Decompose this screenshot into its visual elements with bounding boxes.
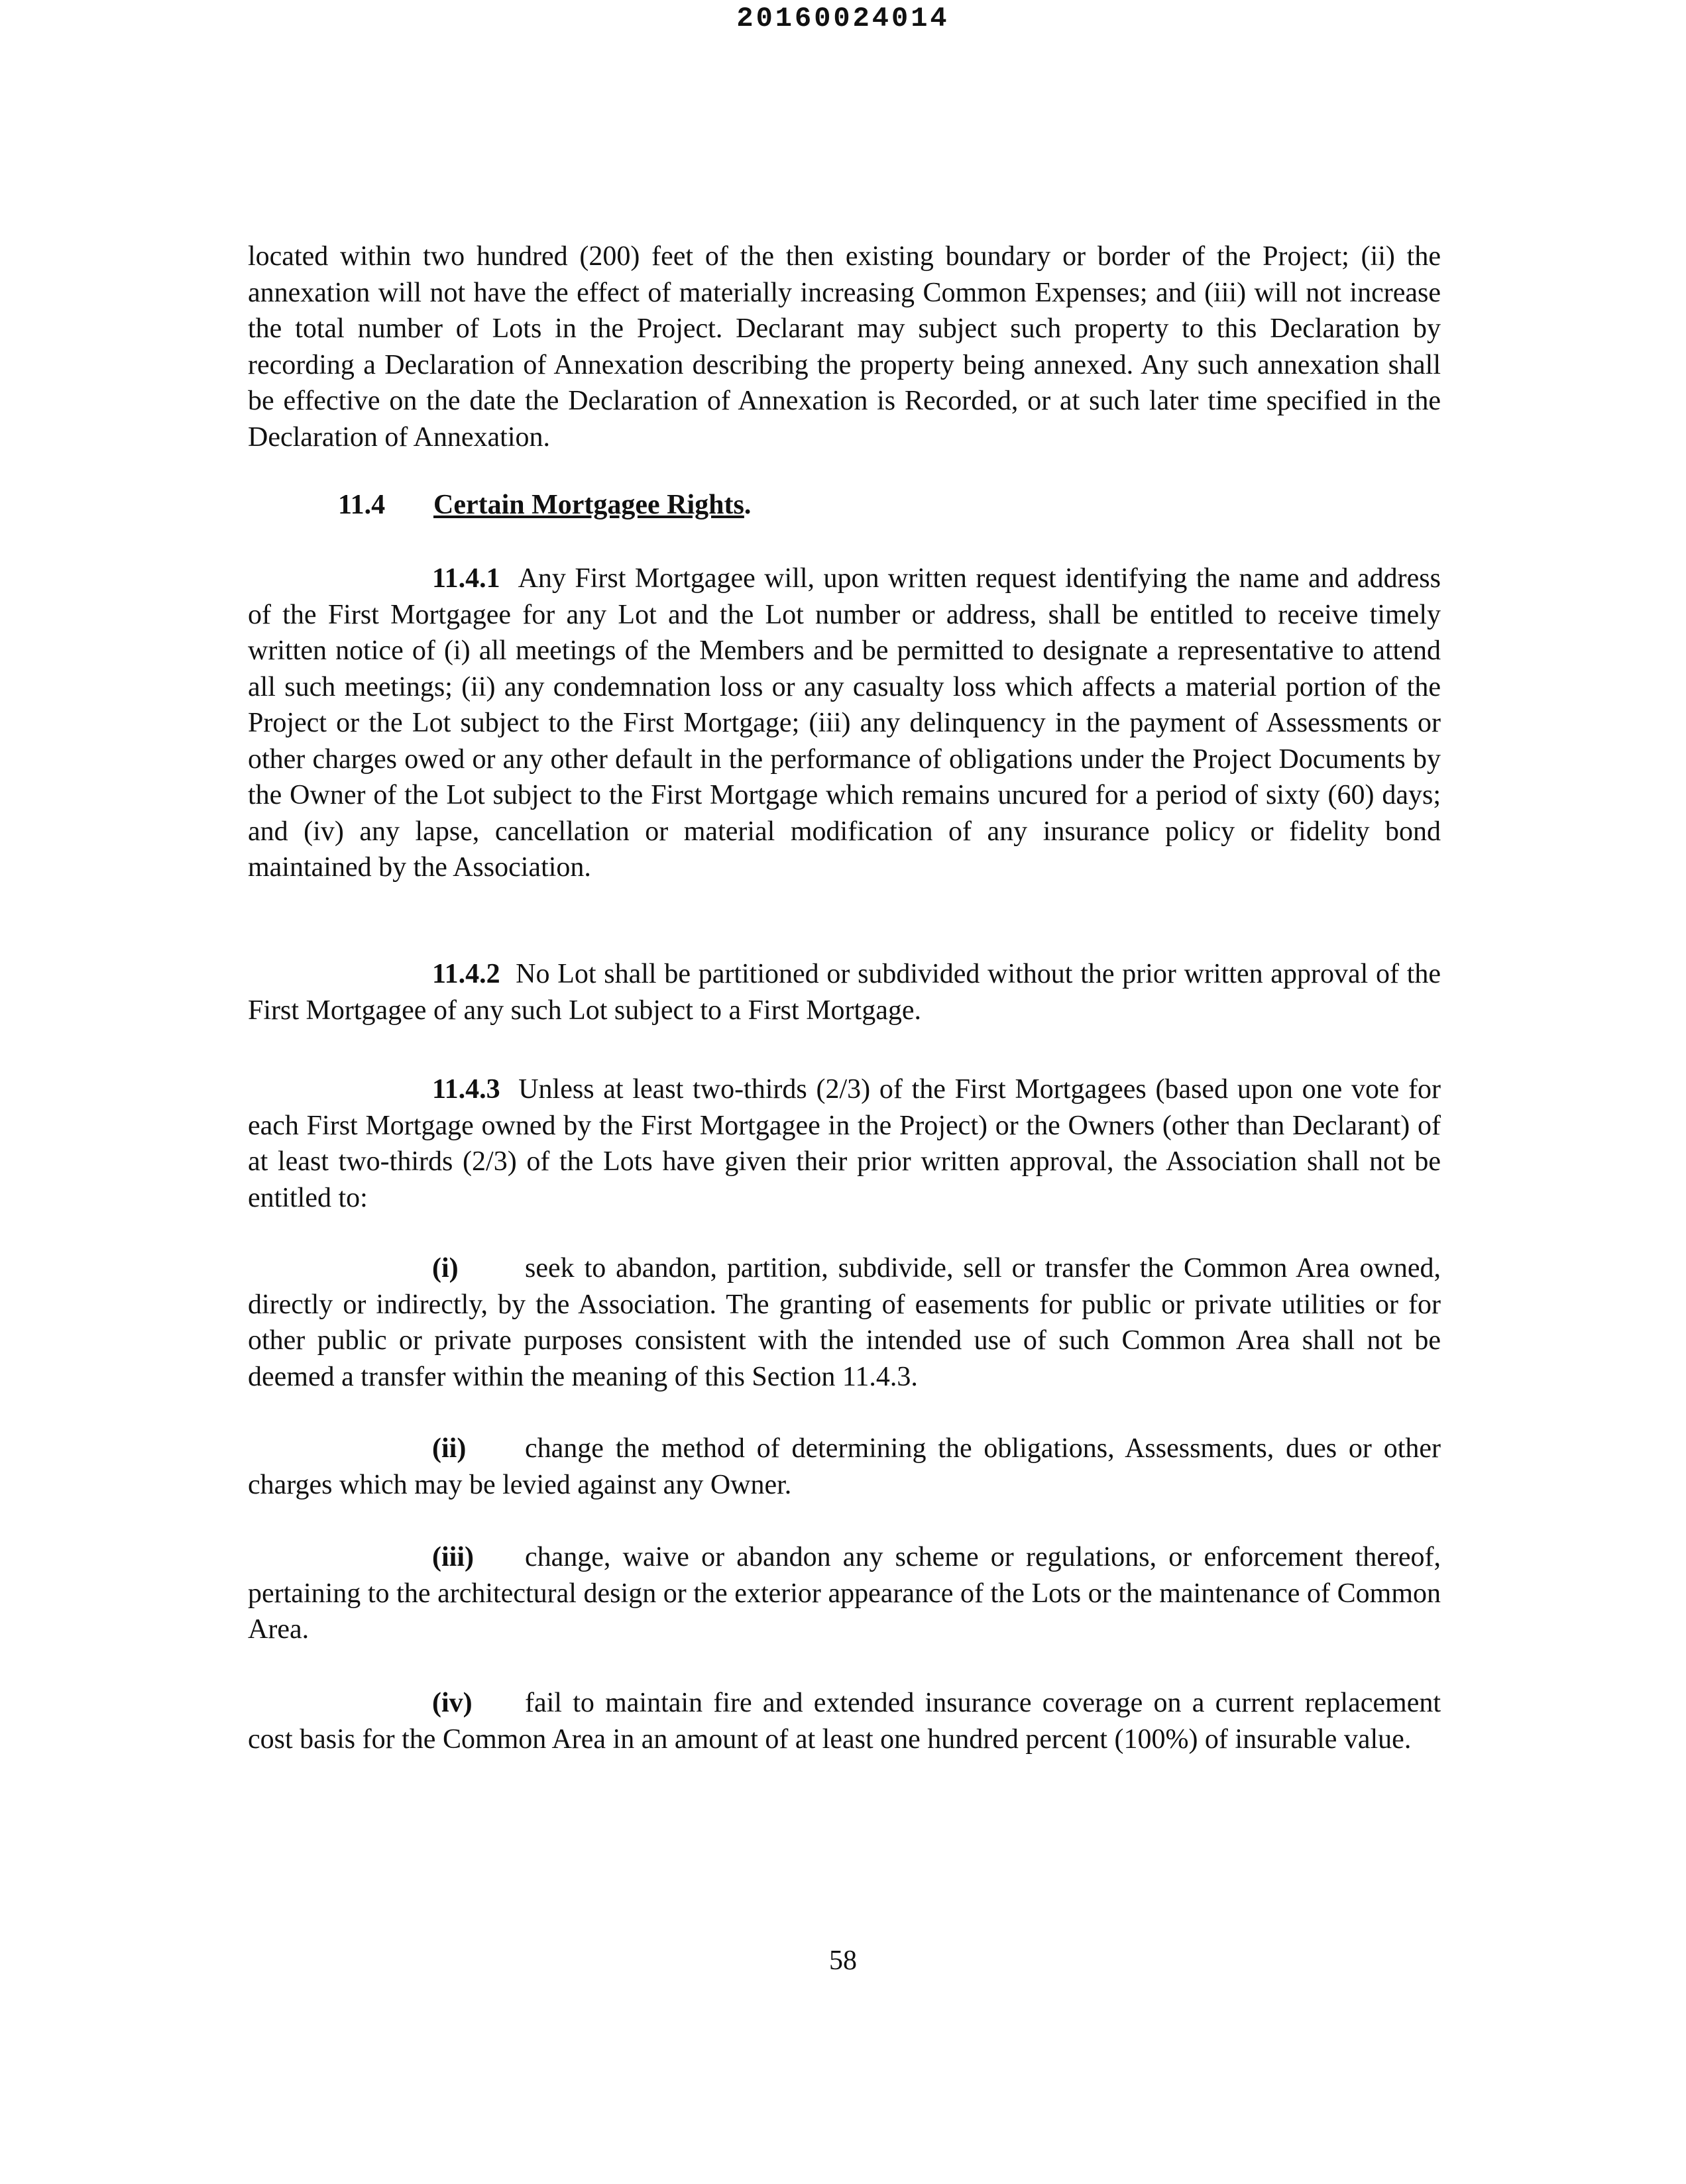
subsection-11-4-3 <box>248 1071 1441 1216</box>
list-item-iv <box>248 1685 1441 1757</box>
list-item-label: (iv) <box>432 1688 473 1718</box>
subsection-number: 11.4.3 <box>432 1074 500 1105</box>
list-item <box>248 1539 1441 1648</box>
section-title-suffix: . <box>744 490 752 520</box>
list-item-i <box>248 1250 1441 1395</box>
list-item <box>248 1431 1441 1503</box>
intro-paragraph: located within two hundred (200) feet of the then existing boundary or border of the Project; (ii) the annexation will not have the effect of materially increasing Common Expenses; and (iii) will not increase the total number of Lots in the Project. Declarant may subject such property to this Declaration by recording a Declaration of Annexation describing the property being annexed. Any such annexation shall be effective on the date the Declaration of Annexation is Recorded, or at such later time specified in the Declaration of Annexation. <box>248 241 1441 453</box>
subsection-text: Any First Mortgagee will, upon written request identifying the name and address of the First Mortgagee for any Lot and the Lot number or address, shall be entitled to receive timely written notice of (i) all meetings of the Members and be permitted to designate a representative to attend all such meetings; (ii) any condemnation loss or any casualty loss which affects a material portion of the Project or the Lot subject to the First Mortgage; (iii) any delinquency in the payment of Assessments or other charges owed or any other default in the performance of obligations under the Project Documents by the Owner of the Lot subject to the First Mortgage which remains uncured for a period of sixty (60) days; and (iv) any lapse, cancellation or material modification of any insurance policy or fidelity bond maintained by the Association. <box>248 563 1441 883</box>
page-number: 58 <box>829 1945 857 1976</box>
list-item-label: (i) <box>432 1253 459 1283</box>
list-item-text: seek to abandon, partition, subdivide, sell or transfer the Common Area owned, directly or indirectly, by the Association. The granting of easements for public or private utilities or for other public or private purposes consistent with the intended use of such Common Area shall not be deemed a transfer within the meaning of this Section 11.4.3. <box>248 1253 1441 1392</box>
list-item <box>248 1250 1441 1395</box>
list-item <box>248 1685 1441 1757</box>
list-item-text: change the method of determining the obligations, Assessments, dues or other charges which may be levied against any Owner. <box>248 1433 1441 1500</box>
section-heading <box>338 489 751 521</box>
subsection-number: 11.4.2 <box>432 959 500 989</box>
subsection-11-4-2 <box>248 956 1441 1028</box>
list-item-ii <box>248 1431 1441 1503</box>
subsection-paragraph <box>248 956 1441 1028</box>
list-item-text: fail to maintain fire and extended insurance coverage on a current replacement cost basis for the Common Area in an amount of at least one hundred percent (100%) of insurable value. <box>248 1688 1441 1755</box>
document-number: 20160024014 <box>736 3 950 34</box>
subsection-paragraph <box>248 561 1441 886</box>
section-title: Certain Mortgagee Rights <box>433 490 744 520</box>
intro-paragraph-block <box>248 239 1441 455</box>
subsection-11-4-1 <box>248 561 1441 886</box>
subsection-text: No Lot shall be partitioned or subdivided without the prior written approval of the First Mortgagee of any such Lot subject to a First Mortgage. <box>248 959 1441 1026</box>
section-number: 11.4 <box>338 490 386 520</box>
subsection-text: Unless at least two-thirds (2/3) of the First Mortgagees (based upon one vote for each First Mortgage owned by the First Mortgagee in the Project) or the Owners (other than Declarant) of at least two-thirds (2/3) of the Lots have given their prior written approval, the Association shall not be entitled to: <box>248 1074 1441 1213</box>
list-item-label: (iii) <box>432 1542 474 1572</box>
subsection-number: 11.4.1 <box>432 563 500 594</box>
list-item-iii <box>248 1539 1441 1648</box>
list-item-label: (ii) <box>432 1433 467 1464</box>
list-item-text: change, waive or abandon any scheme or regulations, or enforcement thereof, pertaining to the architectural design or the exterior appearance of the Lots or the maintenance of Common Area. <box>248 1542 1441 1645</box>
subsection-paragraph <box>248 1071 1441 1216</box>
